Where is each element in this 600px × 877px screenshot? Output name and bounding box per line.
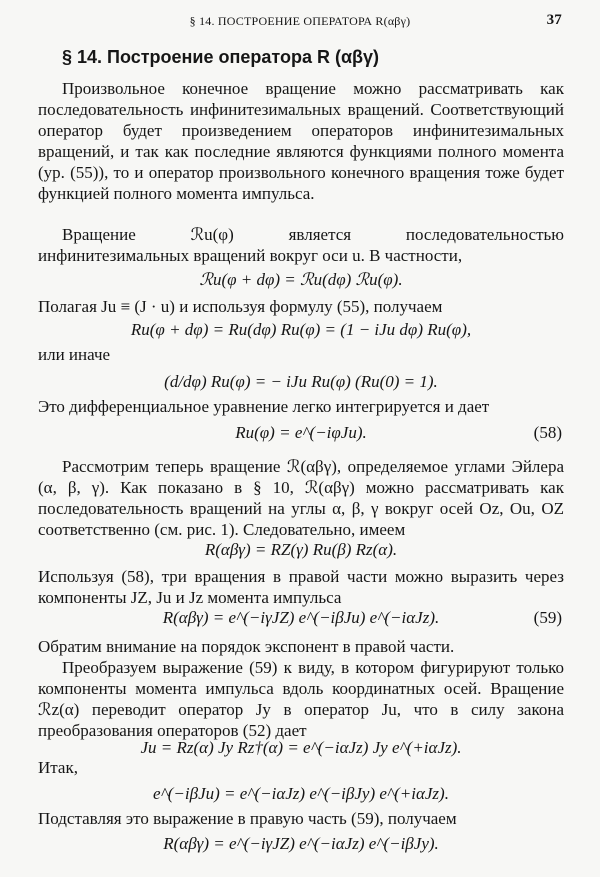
equation-differential: (d/dφ) Ru(φ) = − iJu Ru(φ) (Ru(0) = 1). xyxy=(164,372,438,391)
paragraph-rotation-u: Вращение ℛu(φ) является последовательностью инфинитезимальных вращений вокруг оси u. В частности, xyxy=(38,225,564,265)
section-title: § 14. Построение оператора R (αβγ) xyxy=(62,47,380,67)
equation-58: Ru(φ) = e^(−iφJu). xyxy=(235,423,367,442)
equation-number-58: (58) xyxy=(533,423,562,442)
page-header xyxy=(38,12,562,32)
equation-infinitesimal: Ru(φ + dφ) = Ru(dφ) Ru(φ) = (1 − iJu dφ) Ru(φ), xyxy=(130,320,472,339)
equation-exp-identity: e^(−iβJu) = e^(−iαJz) e^(−iβJy) e^(+iαJz). xyxy=(153,784,449,803)
equation-rotation-sequence: ℛu(φ + dφ) = ℛu(dφ) ℛu(φ). xyxy=(199,270,403,289)
paragraph-euler-angles: Рассмотрим теперь вращение ℛ(αβγ), определяемое углами Эйлера (α, β, γ). Как показано в § 10, ℛ(αβγ) можно рассматривать как последовательность вращений на углы α, β, γ вокруг осей Oz, Ou, OZ соответственно (см. рис. 1). Следовательно, имеем xyxy=(38,457,564,539)
paragraph-intro: Произвольное конечное вращение можно рассматривать как последовательность инфинитезимальных вращений. Соответствующий оператор будет произведением операторов инфинитезимальных вращений, и так как последние являются функциями полного момента (ур. (55)), то и оператор произвольного конечного вращения тоже будет функцией полного момента импульса. xyxy=(38,79,564,203)
running-title: § 14. ПОСТРОЕНИЕ ОПЕРАТОРА R(αβγ) xyxy=(189,14,411,28)
paragraph-integrates: Это дифференциальное уравнение легко интегрируется и дает xyxy=(38,397,490,416)
equation-59: R(αβγ) = e^(−iγJZ) e^(−iβJu) e^(−iαJz). xyxy=(162,608,440,627)
equation-ju-transform: Ju = Rz(α) Jy Rz†(α) = e^(−iαJz) Jy e^(+iαJz). xyxy=(140,738,462,757)
equation-euler-product: R(αβγ) = RZ(γ) Ru(β) Rz(α). xyxy=(204,540,398,559)
equation-final: R(αβγ) = e^(−iγJZ) e^(−iαJz) e^(−iβJy). xyxy=(163,834,439,853)
equation-number-59: (59) xyxy=(533,608,562,627)
paragraph-thus: Итак, xyxy=(38,758,78,777)
paragraph-transform: Преобразуем выражение (59) к виду, в котором фигурируют только компоненты момента импульса вдоль координатных осей. Вращение ℛz(α) переводит оператор Jy в оператор Ju, что в силу закона преобразования операторов (52) дает xyxy=(38,658,564,740)
paragraph-setting-ju: Полагая Ju ≡ (J · u) и используя формулу (55), получаем xyxy=(38,297,443,316)
page-number: 37 xyxy=(546,12,562,28)
paragraph-substituting: Подставляя это выражение в правую часть (59), получаем xyxy=(38,809,457,828)
paragraph-using-58: Используя (58), три вращения в правой части можно выразить через компоненты JZ, Ju и Jz момента импульса xyxy=(38,567,564,607)
paragraph-order-note: Обратим внимание на порядок экспонент в правой части. xyxy=(38,637,455,656)
paragraph-or-else: или иначе xyxy=(38,345,111,364)
